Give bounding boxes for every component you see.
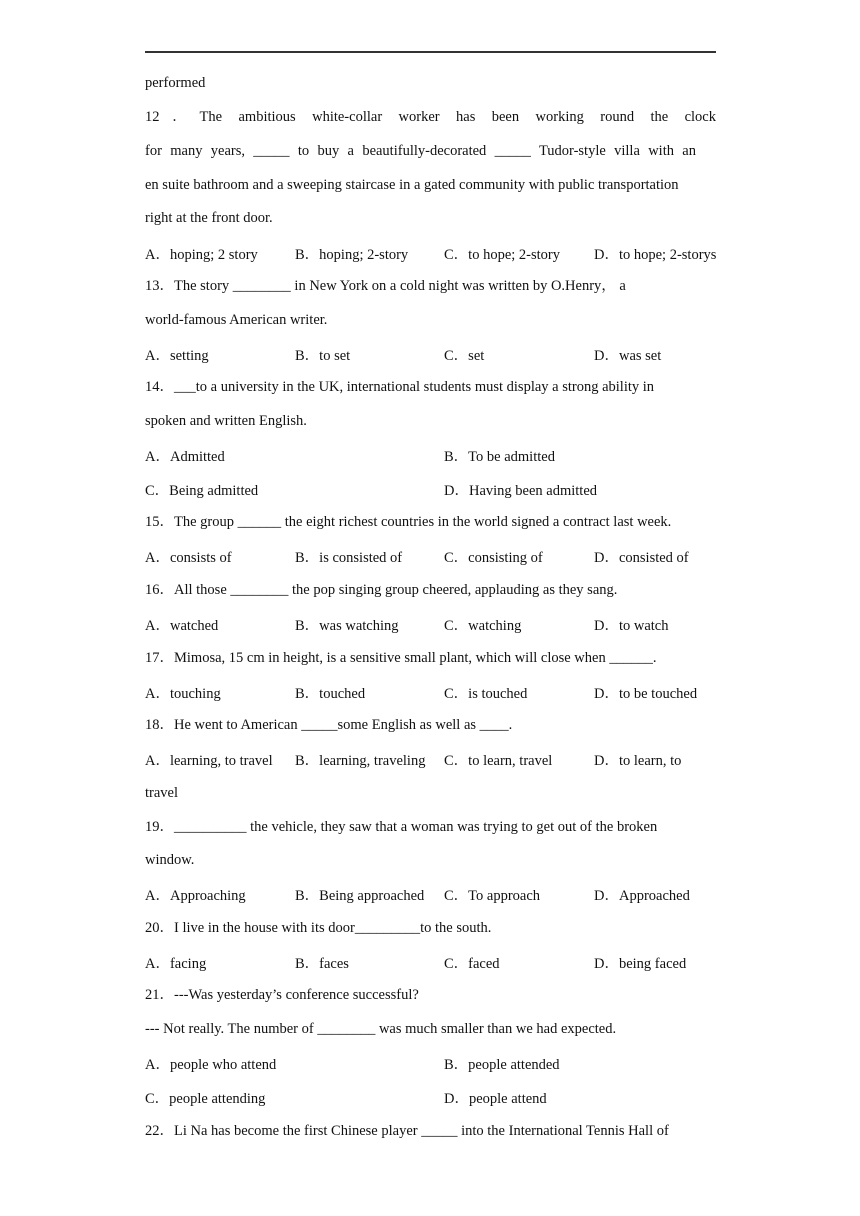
question-21-stem-line-2: --- Not really. The number of ________ was much smaller than we had expected. xyxy=(145,1021,617,1037)
question-14-stem-line-2: spoken and written English. xyxy=(145,413,307,429)
option-c: C．to hope; 2-story xyxy=(444,247,560,263)
question-20-stem-line-1: 20．I live in the house with its door_________to the south. xyxy=(145,920,492,936)
option-c: C．watching xyxy=(444,618,522,634)
question-12-stem-line-2: for many years, _____ to buy a beautifully-decorated _____ Tudor-style villa with an xyxy=(145,143,696,159)
option-a: A．people who attend xyxy=(145,1057,277,1073)
option-a: A．setting xyxy=(145,348,209,364)
option-a: A．watched xyxy=(145,618,219,634)
option-b: B．learning, traveling xyxy=(295,753,426,769)
option-a: A．facing xyxy=(145,956,207,972)
option-c: C．set xyxy=(444,348,485,364)
option-a: A．hoping; 2 story xyxy=(145,247,258,263)
option-d: D．Approached xyxy=(594,888,690,904)
question-13-stem-line-2: world-famous American writer. xyxy=(145,312,328,328)
option-d: D．to hope; 2-storys xyxy=(594,247,717,263)
question-12-stem-line-1: 12．The ambitious white-collar worker has been working round the clock xyxy=(145,109,716,125)
continued-text: performed xyxy=(145,75,206,91)
header-rule xyxy=(145,51,716,53)
option-d: D．to watch xyxy=(594,618,669,634)
option-d: D．consisted of xyxy=(594,550,689,566)
option-d: D．to learn, to xyxy=(594,753,682,769)
option-a: A．learning, to travel xyxy=(145,753,273,769)
option-a: A．touching xyxy=(145,686,221,702)
question-21-stem-line-1: 21．---Was yesterday’s conference successful? xyxy=(145,987,419,1003)
question-13-stem-line-1: 13．The story ________ in New York on a cold night was written by O.Henry， a xyxy=(145,278,626,294)
question-19-stem-line-1: 19．__________ the vehicle, they saw that a woman was trying to get out of the broken xyxy=(145,819,658,835)
question-12-stem-line-3: en suite bathroom and a sweeping staircase in a gated community with public transportation xyxy=(145,177,679,193)
question-18-stem-line-1: 18．He went to American _____some English as well as ____. xyxy=(145,717,513,733)
option-c: C．faced xyxy=(444,956,500,972)
option-d: D．was set xyxy=(594,348,662,364)
option-b: B．faces xyxy=(295,956,349,972)
option-b: B．people attended xyxy=(444,1057,560,1073)
option-c: C．people attending xyxy=(145,1091,266,1107)
option-a: A．Admitted xyxy=(145,449,225,465)
question-19-stem-line-2: window. xyxy=(145,852,195,868)
option-a: A．consists of xyxy=(145,550,232,566)
option-d: D．to be touched xyxy=(594,686,698,702)
option-c: C．To approach xyxy=(444,888,541,904)
option-b: B．Being approached xyxy=(295,888,425,904)
option-c: C．Being admitted xyxy=(145,483,259,499)
question-12-stem-line-4: right at the front door. xyxy=(145,210,273,226)
option-a: A．Approaching xyxy=(145,888,246,904)
question-14-stem-line-1: 14．___to a university in the UK, international students must display a strong ability in xyxy=(145,379,655,395)
question-16-stem-line-1: 16．All those ________ the pop singing group cheered, applauding as they sang. xyxy=(145,582,618,598)
option-b: B．touched xyxy=(295,686,366,702)
option-d-continued: travel xyxy=(145,785,179,801)
option-d: D．Having been admitted xyxy=(444,483,598,499)
option-b: B．was watching xyxy=(295,618,399,634)
option-c: C．consisting of xyxy=(444,550,543,566)
question-15-stem-line-1: 15．The group ______ the eight richest countries in the world signed a contract last week. xyxy=(145,514,672,530)
option-c: C．is touched xyxy=(444,686,528,702)
option-d: D．people attend xyxy=(444,1091,547,1107)
option-c: C．to learn, travel xyxy=(444,753,553,769)
option-b: B．To be admitted xyxy=(444,449,555,465)
option-b: B．is consisted of xyxy=(295,550,403,566)
question-17-stem-line-1: 17．Mimosa, 15 cm in height, is a sensitive small plant, which will close when ______. xyxy=(145,650,657,666)
option-b: B．to set xyxy=(295,348,351,364)
option-b: B．hoping; 2-story xyxy=(295,247,409,263)
option-d: D．being faced xyxy=(594,956,687,972)
question-22-stem-line-1: 22．Li Na has become the first Chinese player _____ into the International Tennis Hall of xyxy=(145,1123,669,1139)
